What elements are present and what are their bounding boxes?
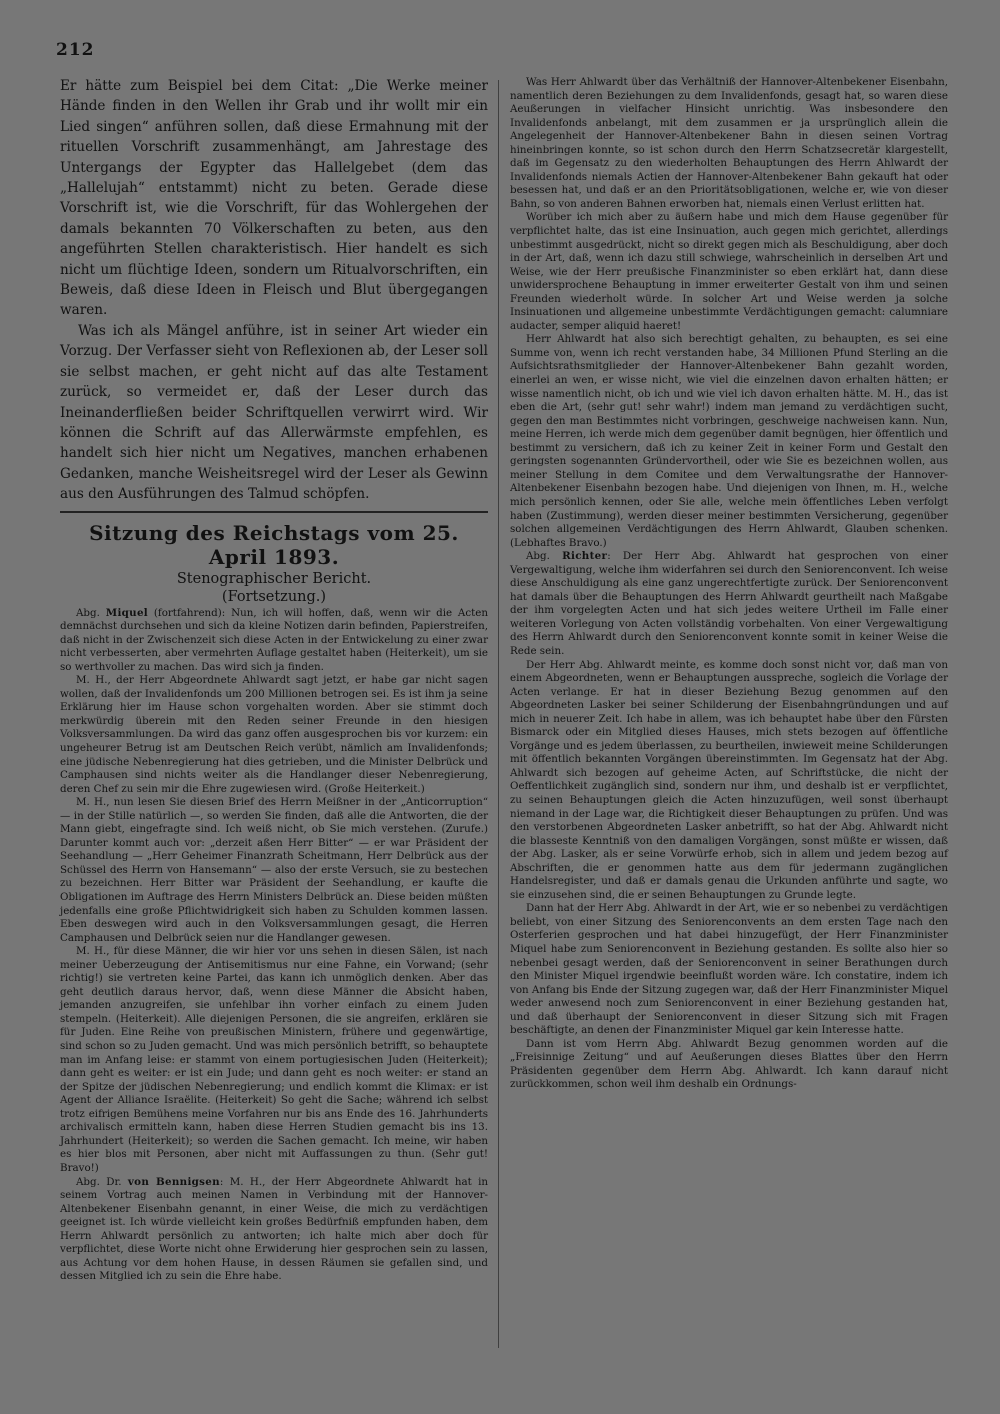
speech-text: : M. H., der Herr Abgeordnete Ahlwardt hat in seinem Vortrag auch meinen Namen in Verbindung mit der Hannover-Altenbekener Eisenbahn genannt, in einer Weise, die mich zu verdächtigen geeignet ist. Ich würde vielleicht kein großes Bedürfniß empfunden haben, dem Herrn Ahlwardt persönlich zu antworten; ich halte mich aber doch für verpflichtet, diese Worte nicht ohne Erwiderung hier gesprochen sein zu lassen, aus Achtung vor dem hohen Hause, in dessen Räumen sie gefallen sind, und dessen Mitglied ich zu sein die Ehre habe. xyxy=(60,1175,489,1283)
speaker-name: von Bennigsen xyxy=(127,1175,220,1188)
column-divider xyxy=(498,80,499,1348)
speech-paragraph xyxy=(510,76,948,211)
speech-paragraph xyxy=(510,659,948,903)
session-continuation: (Fortsetzung.) xyxy=(221,588,327,605)
speech-paragraph xyxy=(60,945,488,1175)
speech-text: Der Herr Abg. Ahlwardt meinte, es komme doch sonst nicht vor, daß man von einem Abgeordneten, wenn er Behauptungen ausspreche, sogleich die Vorlage der Acten verlange. Er hat in dieser Beziehung Bezug genommen auf den Abgeordneten Lasker bei seiner Schilderung der Eisenbahngründungen und auf mich in neuerer Zeit. Ich habe in allem, was ich behauptet habe über den Fürsten Bismarck oder ein Mitglied dieses Hauses, mich stets bezogen auf öffentliche Vorgänge und es jedem überlassen, zu beurtheilen, inwieweit meine Schilderungen mit öffentlich bekannten Vorgängen übereinstimmten. Im Gegensatz hat der Abg. Ahlwardt sich bezogen auf geheime Acten, auf Schriftstücke, die nicht der Oeffentlichkeit zugänglich sind, sondern nur ihm, und deshalb ist er verpflichtet, zu seinen Behauptungen gleich die Acten hinzuzufügen, weil sonst überhaupt niemand in der Lage war, die Richtigkeit dieser Behauptungen zu prüfen. Und was den verstorbenen Abgeordneten Lasker anbetrifft, so hat der Abg. Ahlwardt nicht die blasseste Kenntniß von den damaligen Vorgängen, sonst müßte er wissen, daß der Abg. Lasker, als er seine Vorwürfe erhob, sich in allem und jedem bezog auf Abschriften, die er genommen hatte aus dem für jedermann zugänglichen Handelsregister, und daß er damals genau die Urkunden anführte und sagte, wo sie einzusehen sind, die er seinen Behauptungen zu Grunde legte. xyxy=(510,658,948,901)
speaker-name: Richter xyxy=(562,550,608,563)
speaker-prefix: Abg. xyxy=(526,550,550,563)
session-subtitle: Stenographischer Bericht. xyxy=(176,570,372,587)
essay-paragraph: Was ich als Mängel anführe, ist in seiner Art wieder ein Vorzug. Der Verfasser sieht von Reflexionen ab, der Leser soll sie selbst machen, er geht nicht auf das alte Testament zurück, so vermeidet er, daß der Leser durch das Ineinanderfließen beider Schriftquellen verwirrt wird. Wir können die Schrift auf das Allerwärmste empfehlen, es handelt sich hier nicht um Negatives, manchen erhabenen Gedanken, manche Weisheitsregel wird der Leser als Gewinn aus den Ausführungen des Talmud schöpfen. xyxy=(60,322,488,503)
speech-text: (fortfahrend): Nun, ich will hoffen, daß, wenn wir die Acten demnächst durchsehen und sich da kleine Notizen darin befinden, Papierstreifen, daß nicht in der Zwischenzeit sich diese Acten in der Entwickelung zu einer zwar nicht verbesserten, aber vermehrten Auflage gestaltet haben (Heiterkeit), um sie so werthvoller zu machen. Das wird sich ja finden. xyxy=(60,606,488,673)
speech-text: M. H., der Herr Abgeordnete Ahlwardt sagt jetzt, er habe gar nicht sagen wollen, daß der Invalidenfonds um 200 Millionen betrogen sei. Es ist ihm ja seine Erklärung hier im Hause schon vorgehalten worden. Aber sie stimmt doch merkwürdig überein mit den Reden seiner Freunde in den hiesigen Volksversammlungen. Da wird das ganz offen ausgesprochen bis vor kurzem: ein ungeheurer Betrug ist am Deutschen Reich verübt, nämlich am Invalidenfonds; eine jüdische Nebenregierung hat dies getrieben, und die Minister Delbrück und Camphausen sind nichts weiter als die Handlanger dieser Nebenregierung, deren Chef zu sein mir die Ehre zugewiesen wird. (Große Heiterkeit.) xyxy=(60,674,488,795)
left-column xyxy=(60,76,488,1284)
speech-text: M. H., für diese Männer, die wir hier vor uns sehen in diesen Sälen, ist nach meiner Ueberzeugung der Antisemitismus nur eine Fahne, ein Vorwand; (sehr richtig!) sie vertreten keine Partei, das kann ich unmöglich denken. Aber das geht deutlich daraus hervor, daß, wenn diese Männer die Absicht haben, jemanden anzugreifen, sie unfehlbar ihn vorher einfach zu einem Juden stempeln. (Heiterkeit). Alle diejenigen Personen, die sie angreifen, erklären sie für Juden. Eine Reihe von preußischen Ministern, frühere und gegenwärtige, sind schon so zu Juden gemacht. Und was mich persönlich betrifft, so behauptete man im Anfang leise: er stammt von einem portugiesischen Juden (Heiterkeit); dann geht es weiter: er ist ein Jude; und dann geht es noch weiter: er stand an der Spitze der jüdischen Nebenregierung; und endlich kommt die Klimax: er ist Agent der Alliance Israëlite. (Heiterkeit) So geht die Sache; während ich selbst trotz eifrigen Bemühens meine Vorfahren nur bis ans Ende des 16. Jahrhunderts archivalisch ermitteln kann, haben diese Herren Studien gemacht bis ins 13. Jahrhundert (Heiterkeit); so werden die Sachen gemacht. Ich meine, wir haben es hier blos mit Personen, aber nicht mit Auffassungen zu thun. (Sehr gut! Bravo!) xyxy=(60,945,488,1174)
speaker-prefix: Abg. Dr. xyxy=(76,1175,122,1188)
section-separator xyxy=(60,511,488,513)
speech-text: Dann hat der Herr Abg. Ahlwardt in der Art, wie er so nebenbei zu verdächtigen beliebt, von einer Sitzung des Seniorenconvents an dem ersten Tage nach den Osterferien gesprochen und hat dabei hinzugefügt, der Herr Finanzminister Miquel habe zum Seniorenconvent in Beziehung gestanden. Es sollte also hier so nebenbei gesagt werden, daß der Seniorenconvent in seiner Berathungen durch den Minister Miquel irgendwie beeinflußt worden wäre. Ich constatire, indem ich von Anfang bis Ende der Sitzung zugegen war, daß der Herr Finanzminister Miquel weder anwesend noch zum Seniorenconvent in einer Beziehung gestanden hat, und daß überhaupt der Seniorenconvent in dieser Sitzung sich mit Fragen beschäftigte, an denen der Finanzminister Miquel gar kein Interesse hatte. xyxy=(510,902,948,1037)
speech-paragraph xyxy=(510,1038,948,1092)
speech-paragraph xyxy=(510,211,948,333)
speech-text: : Der Herr Abg. Ahlwardt hat gesprochen von einer Vergewaltigung, welche ihm widerfahren sei durch den Seniorenconvent. Ich weise diese Anschuldigung als eine ganz ungerechtfertigte zurück. Der Seniorenconvent hat damals über die Behauptungen des Herrn Ahlwardt geurtheilt nach Maßgabe der ihm vorgelegten Acten und hat sich jedes weitere Urtheil im Falle einer weiteren Vorlegung von Acten vollständig vorbehalten. Von einer Vergewaltigung des Herrn Ahlwardt durch den Seniorenconvent konnte somit in keiner Weise die Rede sein. xyxy=(510,550,948,657)
session-title: Sitzung des Reichstags vom 25. April 1893. xyxy=(89,520,459,569)
speech-paragraph xyxy=(510,902,948,1037)
speech-paragraph xyxy=(60,1176,488,1284)
speaker-name: Miquel xyxy=(105,606,149,619)
speech-transcript xyxy=(60,607,488,1284)
speech-text: Worüber ich mich aber zu äußern habe und mich dem Hause gegenüber für verpflichtet halte, das ist eine Insinuation, auch gegen mich gerichtet, allerdings unbestimmt ausgedrückt, nicht so direkt gegen mich als Beschuldigung, aber doch in der Art, daß, wenn ich dazu still schwiege, wahrscheinlich in derselben Art und Weise, wie der Herr preußische Finanzminister so eben erklärt hat, dann diese unwidersprochene Behauptung in immer erweiterter Gestalt von ihm und seinen Freunden wiederholt würde. In solcher Art und Weise werden ja solche Insinuationen und allgemeine unbestimmte Verdächtigungen gemacht: calumniare audacter, semper aliquid haeret! xyxy=(510,211,948,332)
speech-text: Was Herr Ahlwardt über das Verhältniß der Hannover-Altenbekener Eisenbahn, namentlich deren Beziehungen zu dem Invalidenfonds, gesagt hat, so waren diese Aeußerungen in vielfacher Hinsicht unrichtig. Was insbesondere den Invalidenfonds anbelangt, mit dem zusammen er ja ursprünglich allein die Angelegenheit der Hannover-Altenbekener Bahn in diesen seinen Vortrag hineinbringen konnte, so ist schon durch den Herrn Schatzsecretär klargestellt, daß im Gegensatz zu den wiederholten Behauptungen des Herrn Ahlwardt der Invalidenfonds niemals Actien der Hannover-Altenbekener Bahn gekauft hat oder besessen hat, und daß er an den Prioritätsobligationen, welche er, wie von dieser Bahn, so von anderen Bahnen erworben hat, niemals einen Verlust erlitten hat. xyxy=(510,76,948,210)
speech-paragraph xyxy=(60,674,488,796)
essay-paragraph: Er hätte zum Beispiel bei dem Citat: „Die Werke meiner Hände finden in den Wellen ihr Grab und ihr wollt mir ein Lied singen“ anführen sollen, daß diese Ermahnung mit der rituellen Vorschrift zusammenhängt, am Jahrestage des Untergangs der Egypter das Hallelgebet (dem das „Hallelujah“ entstammt) nicht zu beten. Gerade diese Vorschrift ist, wie die Vorschrift, für das Wohlergehen der damals bekannten 70 Völkerschaften zu beten, aus den angeführten Stellen charakteristisch. Hier handelt es sich nicht um flüchtige Ideen, sondern um Ritualvorschriften, ein Beweis, daß diese Ideen in Fleisch und Blut übergegangen waren. xyxy=(60,78,488,319)
speaker-prefix: Abg. xyxy=(76,606,100,619)
speech-paragraph xyxy=(510,550,948,658)
right-column xyxy=(510,76,948,1092)
review-essay xyxy=(60,76,488,505)
speech-text: Herr Ahlwardt hat also sich berechtigt gehalten, zu behaupten, es sei eine Summe von, wenn ich recht verstanden habe, 34 Millionen Pfund Sterling an die Aufsichtsrathsmitglieder der Hannover-Altenbekener Bahn gezahlt worden, einerlei an wen, er wisse nicht, wie viel die einzelnen davon erhalten hätten; er wisse namentlich nicht, ob ich und wie viel ich davon erhalten hätte. M. H., das ist eben die Art, (sehr gut! sehr wahr!) indem man jemand zu verdächtigen sucht, gegen den man Bestimmtes nicht vorbringen, geschweige nachweisen kann. Nun, meine Herren, ich werde mich dem gegenüber damit begnügen, hier öffentlich und bestimmt zu versichern, daß ich zu keiner Zeit in keiner Form und Gestalt den geringsten sogenannten Gründervortheil, oder wie Sie es bezeichnen wollen, aus meiner Stellung in dem Comitee und dem Verwaltungsrathe der Hannover-Altenbekener Eisenbahn bezogen habe. Und diejenigen von Ihnen, m. H., welche mich persönlich kennen, oder Sie alle, welche mein öffentliches Leben verfolgt haben (Zustimmung), werden dieser meiner bestimmten Versicherung, gegenüber solchen allgemeinen Verdächtigungen des Herrn Ahlwardt, Glauben schenken. (Lebhaftes Bravo.) xyxy=(510,333,948,549)
speech-paragraph xyxy=(510,333,948,550)
speech-text: Dann ist vom Herrn Abg. Ahlwardt Bezug genommen worden auf die „Freisinnige Zeitung“ und auf Aeußerungen dieses Blattes über den Herrn Präsidenten gegenüber dem Herrn Abg. Ahlwardt. Ich kann darauf nicht zurückkommen, schon weil ihm deshalb ein Ordnungs- xyxy=(510,1037,948,1091)
page-number: 212 xyxy=(56,40,95,60)
speech-text: M. H., nun lesen Sie diesen Brief des Herrn Meißner in der „Anticorruption“ — in der Stille natürlich —, so werden Sie finden, daß alle die Antworten, die der Mann giebt, eingefragte sind. Ich weiß nicht, ob Sie mich verstehen. (Zurufe.) Darunter kommt auch vor: „derzeit aßen Herr Bitter“ — er war Präsident der Seehandlung — „Herr Geheimer Finanzrath Scheitmann, Herr Delbrück aus der Schüssel des Herrn von Hansemann“ — also der erste Versuch, sie zu bestechen zu bezeichnen. Herr Bitter war Präsident der Seehandlung, er kaufte die Obligationen im Auftrage des Herrn Ministers Delbrück an. Diese beiden müßten jedenfalls eine große Pflichtwidrigkeit sich haben zu Schulden kommen lassen. Eben deswegen wird auch in den Volksversammlungen gesagt, die Herren Camphausen und Delbrück seien nur die Handlanger gewesen. xyxy=(60,796,488,944)
speech-paragraph xyxy=(60,607,488,675)
speech-paragraph xyxy=(60,796,488,945)
